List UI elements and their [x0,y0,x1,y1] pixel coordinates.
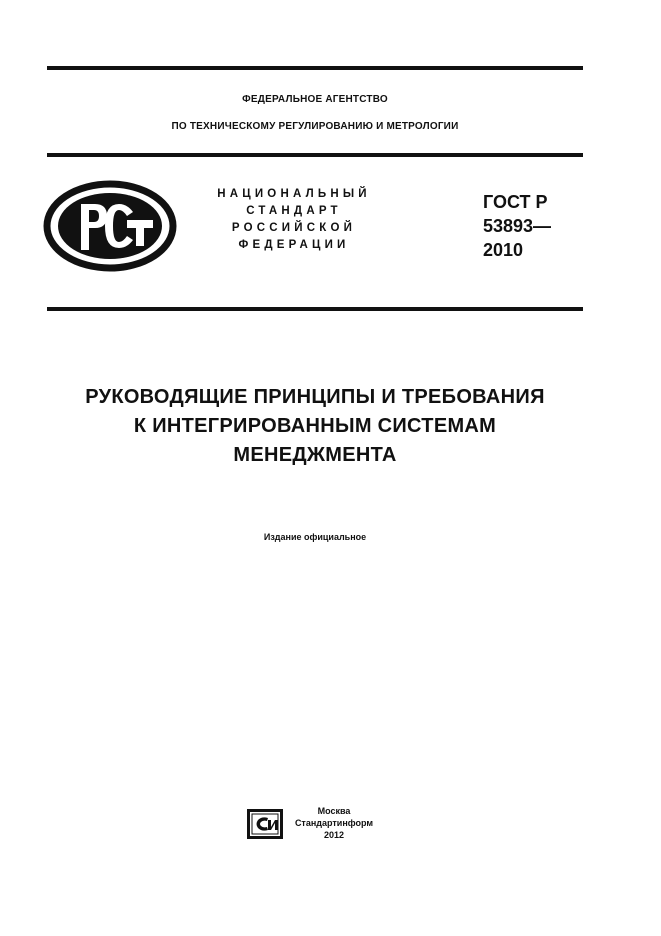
standard-type-line-2: СТАНДАРТ [246,205,342,217]
edition-note: Издание официальное [263,532,367,542]
title-line-3: МЕНЕДЖМЕНТА [233,444,397,466]
document-title [47,383,583,470]
title-line-1: РУКОВОДЯЩИЕ ПРИНЦИПЫ И ТРЕБОВАНИЯ [85,386,545,408]
publisher-city: Москва [317,806,351,816]
rst-logo [43,180,177,272]
standard-type [196,186,392,254]
title-line-2: К ИНТЕГРИРОВАННЫМ СИСТЕМАМ [133,415,497,437]
standard-type-line-3: РОССИЙСКОЙ [231,222,357,234]
standartinform-logo [246,808,284,840]
upper-rule [47,153,583,157]
publisher-name: Стандартинформ [294,818,374,828]
agency-line-1: ФЕДЕРАЛЬНОЕ АГЕНТСТВО [242,94,388,105]
top-rule [47,66,583,70]
publisher-year: 2012 [323,830,345,840]
designation-prefix: ГОСТ Р [483,192,548,212]
standard-type-line-4: ФЕДЕРАЦИИ [238,239,350,251]
publisher-block [292,805,376,841]
designation-number: 53893— [483,216,552,236]
designation-year: 2010 [483,240,524,260]
agency-line-2: ПО ТЕХНИЧЕСКОМУ РЕГУЛИРОВАНИЮ И МЕТРОЛОГИИ [171,121,459,132]
standard-designation [483,190,551,262]
standard-type-line-1: НАЦИОНАЛЬНЫЙ [217,188,371,200]
lower-rule [47,307,583,311]
